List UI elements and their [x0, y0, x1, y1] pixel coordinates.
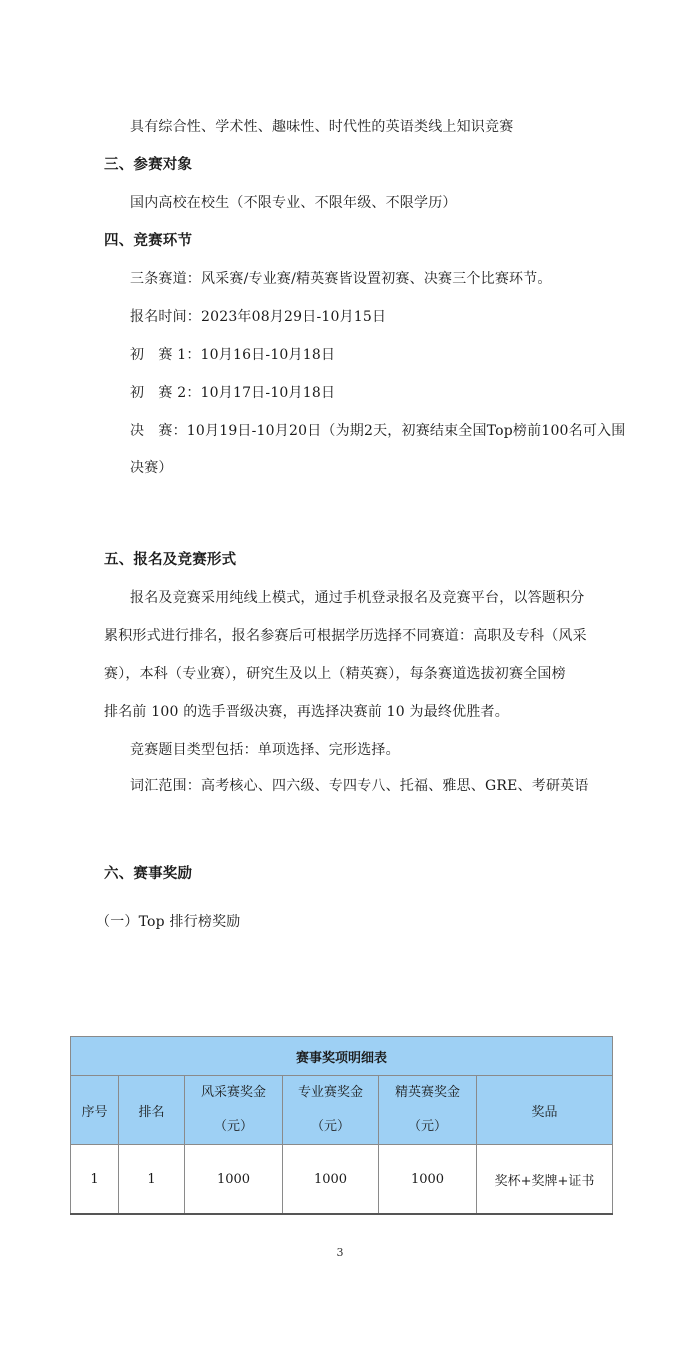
header-zhuanye: 专业赛奖金 （元）	[283, 1076, 379, 1145]
cell-prize: 奖杯+奖牌+证书	[477, 1145, 613, 1215]
section4-line: 三条赛道：风采赛/专业赛/精英赛皆设置初赛、决赛三个比赛环节。	[130, 271, 552, 287]
section4-line: 决赛）	[130, 460, 173, 476]
awards-table	[70, 1036, 613, 1215]
header-jingying: 精英赛奖金 （元）	[379, 1076, 477, 1145]
section5-heading: 五、报名及竞赛形式	[104, 552, 237, 568]
cell-index: 1	[71, 1145, 119, 1215]
section4-heading: 四、竞赛环节	[104, 233, 193, 249]
section5-types: 竞赛题目类型包括：单项选择、完形选择。	[130, 742, 400, 758]
section3-heading: 三、参赛对象	[104, 157, 193, 173]
header-fengcai: 风采赛奖金 （元）	[185, 1076, 283, 1145]
cell-rank: 1	[119, 1145, 185, 1215]
section4-line: 初 赛 2：10月17日-10月18日	[130, 385, 336, 401]
section5-vocab: 词汇范围：高考核心、四六级、专四专八、托福、雅思、GRE、考研英语	[130, 778, 589, 794]
header-rank: 排名	[119, 1076, 185, 1145]
page-number: 3	[336, 1246, 344, 1259]
section5-para-line: 累积形式进行排名，报名参赛后可根据学历选择不同赛道：高职及专科（风采	[104, 628, 587, 644]
section3-text: 国内高校在校生（不限专业、不限年级、不限学历）	[130, 195, 457, 211]
section5-para-line: 报名及竞赛采用纯线上模式，通过手机登录报名及竞赛平台，以答题积分	[130, 590, 585, 606]
cell-fengcai: 1000	[185, 1145, 283, 1215]
section5-para-line: 赛），本科（专业赛），研究生及以上（精英赛），每条赛道选拔初赛全国榜	[104, 666, 566, 682]
section6-subheading: （一）Top 排行榜奖励	[96, 914, 241, 930]
section5-para-line: 排名前 100 的选手晋级决赛，再选择决赛前 10 为最终优胜者。	[104, 704, 509, 720]
cell-jingying: 1000	[379, 1145, 477, 1215]
section4-line: 决 赛：10月19日-10月20日（为期2天，初赛结束全国Top榜前100名可入围	[130, 423, 626, 439]
header-prize: 奖品	[477, 1076, 613, 1145]
section6-heading: 六、赛事奖励	[104, 866, 193, 882]
table-title: 赛事奖项明细表	[71, 1037, 613, 1076]
header-index: 序号	[71, 1076, 119, 1145]
intro-line: 具有综合性、学术性、趣味性、时代性的英语类线上知识竞赛	[130, 119, 514, 135]
section4-line: 报名时间：2023年08月29日-10月15日	[130, 309, 387, 325]
table-row	[71, 1145, 613, 1215]
section4-line: 初 赛 1：10月16日-10月18日	[130, 347, 336, 363]
cell-zhuanye: 1000	[283, 1145, 379, 1215]
